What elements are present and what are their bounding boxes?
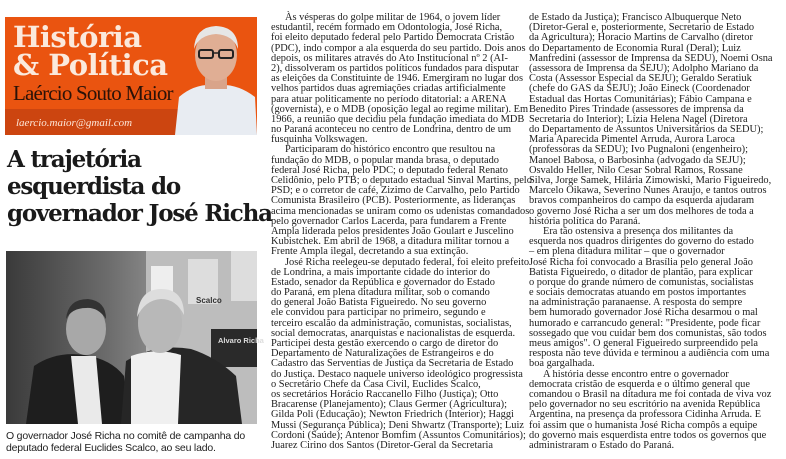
article-text-line: Celidônio, pelo PTB; o deputado estadual Sinval Martins, pelo [271,175,532,186]
article-text-line: e sociais democratas atuando em postos importantes [529,287,746,299]
article-text-line: – em plena ditadura militar – que o governador [529,246,725,258]
article-text-line: sossegado que vou cuidar bem dos comunistas, são todos [529,327,767,339]
headline-line: A trajetória [7,146,141,173]
article-text-line: o governo José Richa a ser um dos melhores de toda a [529,205,754,217]
article-text-line: 2), dissolveram os partidos políticos fundados para disputar [271,62,519,74]
article-text-line: Argentina, na presença da professora Cidinha Arruda. E [529,409,762,421]
article-text-line: Ampla liderada pelos presidentes João Goulart e Juscelino [271,225,514,237]
article-text-line: história política do Paraná. [529,215,641,227]
article-text-line: fusquinha Volkswagen. [271,134,368,146]
article-text-line: Mussi (Segurança Pública); Deni Shwartz (Transporte); Luiz [271,419,524,431]
article-text-line: Manfredini (assessor de Imprensa da SEDU), Noemi Osna [529,52,773,64]
article-text-line: (professoras da SEDU); Ivo Pugnaloni (engenheiro); [529,144,749,156]
article-text-line: de Estado da Justiça); Francisco Albuquerque Neto [529,12,742,23]
headline-line: governador José Richa [7,200,272,227]
article-text-line: Participei desta gestão exercendo o cargo de diretor do [271,338,499,349]
article-text-line: Cordoni (Saúde); Antenor Bomfim (Assuntos Comunitários); [271,429,526,441]
article-text-line: Bracarense (Planejamento); Claus Germer (Agricultura); [271,399,508,411]
article-text-line: (assessora de Imprensa da SEJU); Adolpho Mariano da [529,62,759,74]
article-text-line: (governista), e o MDB (oposição legal ao regime militar). Em [271,103,529,115]
article-text-line: comandou o Brasil na ditadura me foi contada de viva voz [529,388,772,400]
article-text-line: Osvaldo Heller, Nilo Cesar Sobral Ramos, Rossane [529,164,743,176]
article-text-line: da Agricultura); Horacio Martins de Carvalho (diretor [529,32,753,44]
article-text-line: ele convidou para participar no primeiro, segundo e [271,307,486,319]
article-text-line: administraram o Estado do Paraná. [529,439,675,451]
column-title-line2: & Política [13,48,168,82]
article-text-line: acima mencionadas se uniram como os udenistas comandados [271,205,530,217]
article-text-line: Comunista Brasileiro (PCB). Posteriormente, as lideranças [271,195,516,207]
column-header-banner [5,17,257,135]
article-text-line: esquerda nos quadros dirigentes do governo do estado [529,236,754,248]
article-text-line: no Paraná aconteceu no centro de Londrina, dentro de um [271,124,512,136]
article-column-1 [271,12,532,451]
article-text-line: as eleições da Constituinte de 1946. Emergiram no lugar dos [271,73,524,85]
article-text-line: velhos partidos duas agremiações criadas artificialmente [271,83,506,95]
article-text-line: Benedito Pires Trindade (assessores de imprensa da [529,103,744,115]
article-text-line: do Departamento de Assuntos Universitários da SEDU); [529,124,764,136]
article-text-line: José Richa reelegeu-se deputado federal, foi eleito prefeito [285,256,530,268]
article-text-line: social democratas, anarquistas e nacionalistas de esquerda. [271,327,516,339]
article-text-line: estudantil, recém formado em Odontologia, José Richa, [271,22,503,34]
article-text-line: Estadual das Hortas Comunitárias); Fábio Campana e [529,93,752,105]
article-text-line: Frente Ampla ilegal, decretando a sua extinção. [271,246,469,258]
photo-illustration [6,251,264,424]
article-text-line: boa gargalhada. [529,358,595,370]
article-text-line: para atuar politicamente no período ditatorial: a ARENA [271,93,507,105]
author-name: Laércio Souto Maior [13,81,173,105]
article-text-line: depois, os militares através do Ato Institucional nº 2 (AI- [271,52,508,64]
article-text-line: Gilda Poli (Educação); Newton Friedrich (Interior); Haggi [271,409,514,421]
article-text-line: Às vésperas do golpe militar de 1964, o jovem líder [285,12,501,23]
article-text-line: pelo governador no seu escritório na avenida República [529,399,761,411]
article-text-line: Batista Figueiredo, o ditador de plantão, para explicar [529,266,753,278]
article-text-line: o porque do grande número de comunistas, socialistas [529,276,754,288]
article-text-line: do governo mais esquerdista entre todos os governos que [529,429,767,441]
article-text-line: José Richa foi convocado a Brasília pelo general João [529,256,753,268]
article-text-line: A história desse encontro entre o governador [543,368,729,380]
author-portrait [175,17,257,135]
headline-line: esquerdista do [7,173,181,200]
article-text-line: do general João Batista Figueiredo. No seu governo [271,297,487,309]
article-text-line: humorado e carrancudo general: "Presidente, pode ficar [529,317,761,329]
article-text-line: foi eleito deputado federal pelo Partido Democrata Cristão [271,32,515,44]
article-text-line: Estado, senador da República e governador do Estado [271,276,495,288]
article-text-line: bravos companheiros do campo da esquerda ajudaram [529,195,755,207]
article-text-line: Participaram do histórico encontro que resultou na [285,144,496,156]
article-text-line: (chefe do GAS da SEJU); João Eineck (Coordenador [529,83,750,95]
article-text-line: Secretaria do Interior); Lízia Helena Nagel (Diretora [529,113,748,125]
article-photo [6,251,264,424]
article-text-line: do Departamento de Economia Rural (Deral); Luiz [529,42,741,54]
article-column-2 [529,13,781,451]
photo-caption: O governador José Richa no comitê de campanha do deputado federal Euclides Scalco, ao seu lado. [6,430,246,454]
article-text-line: federal José Richa, pelo PDC; o deputado federal Renato [271,164,508,176]
article-text-line: (PDC), indo compor a ala esquerda do seu partido. Dois anos [271,42,526,54]
article-text-line: resposta não teve dúvida e terminou a audiência com uma [529,348,770,360]
article-text-line: (Diretor-Geral e, posteriormente, Secretario de Estado [529,22,755,34]
author-email[interactable]: laercio.maior@gmail.com [16,117,133,129]
article-text-line: o Secretário Chefe da Casa Civil, Euclides Scalco, [271,378,481,390]
article-text-line: na administração paranaense. A resposta do sempre [529,297,743,309]
article-text-line: Costa (Assessor Especial da SEJU); Geraldo Seratiuk [529,73,752,85]
article-text-line: Manoel Babosa, o Barbosinha (advogado da SEJU); [529,154,746,166]
article-text-line: democrata cristão de esquerda e o último general que [529,378,750,390]
article-text-line: do Justiça. Destaco naquele universo ideológico progressista [271,368,523,380]
article-headline [7,146,272,227]
article-text-line: bem humorado governador José Richa desarmou o mal [529,307,758,319]
article-text-line: Cadastro das Serventias de Justiça da Secretaria de Estado [271,358,514,370]
article-text-line: PSD; e o corretor de café, Zizimo de Carvalho, pelo Partido [271,185,520,197]
article-text-line: Kubistchek. Em abril de 1968, a ditadura militar tornou a [271,236,510,248]
article-text-line: de Londrina, a mais importante cidade do interior do [271,266,490,278]
article-text-line: fundação do MDB, o popular manda brasa, o deputado [271,154,499,166]
article-text-line: terceiro escalão da administração, comunistas, socialistas, [271,317,512,329]
article-text-line: do Paraná, em plena ditadura militar, sob o comando [271,287,490,299]
article-text-line: 1966, a reunião que decidiu pela fundação imediata do MDB [271,113,525,125]
banner-text: Alvaro Richa [218,336,264,345]
article-text-line: pelo governador Carlos Lacerda, para fundarem a Frente [271,215,507,227]
column-title [13,20,168,82]
article-text-line: Marcelo Oikawa, Severino Nunes Araujo, e tantos outros [529,185,767,197]
column-title-line1: História [13,20,142,54]
article-text-line: Silva, Jorge Samek, Hilária Zimowiski, Mario Figueiredo, [529,175,772,186]
article-text-line: meus amigos". O general Figueiredo surpreendido pela [529,338,759,349]
article-text-line: os secretários Horácio Raccanello Filho (Justiça); Otto [271,388,499,400]
article-text-line: Juarez Cirino dos Santos (Diretor-Geral da Secretaria [271,439,493,451]
poster-text: Scalco [196,296,222,305]
article-text-line: Departamento de Naturalizações de Estrangeiros e do [271,348,494,360]
article-text-line: Era tão ostensiva a presença dos militantes da [543,225,734,237]
article-text-line: Maria Aparecida Pimentel Arruda, Aurora Laroca [529,134,735,146]
article-text-line: foi assim que o humanista José Richa compôs a equipe [529,419,758,431]
